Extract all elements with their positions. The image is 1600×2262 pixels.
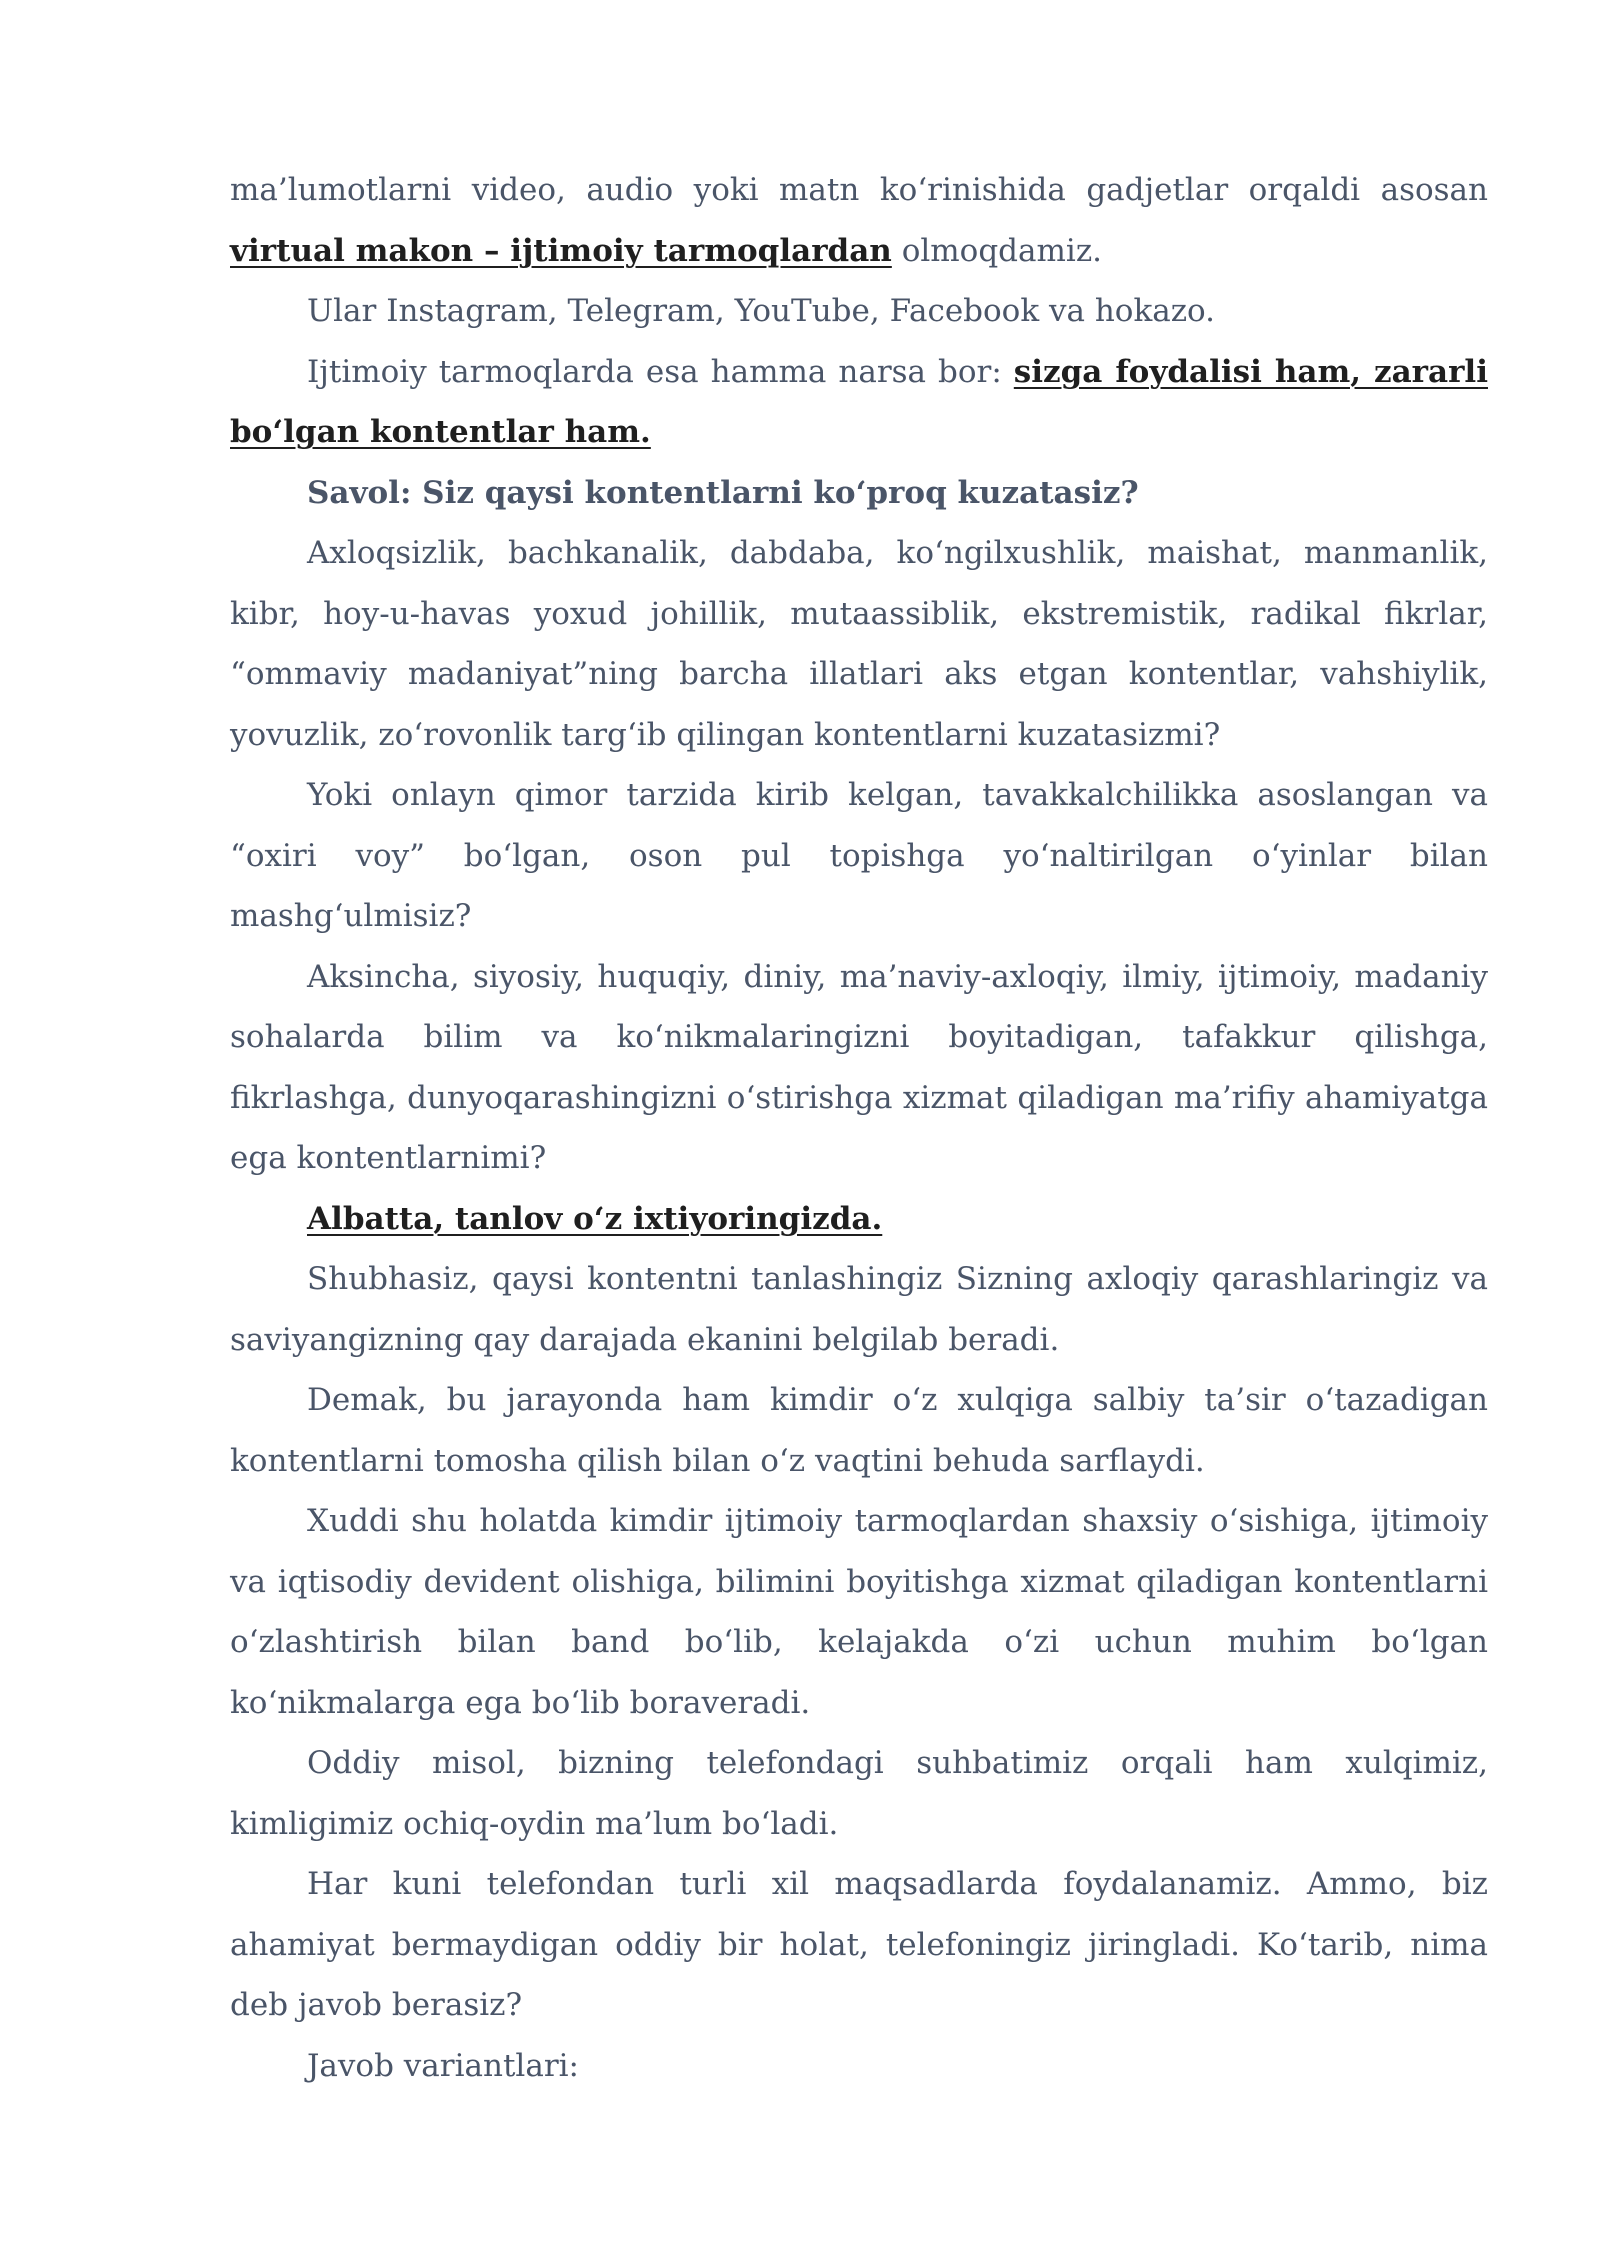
paragraph-content-types: [230, 342, 1488, 463]
paragraph-simple-example: Oddiy misol, bizning telefondagi suhbatimiz orqali ham xulqimiz, kimligimiz ochiq-oydin ma’lum bo‘ladi.: [230, 1745, 1488, 1842]
question-heading: Savol: Siz qaysi kontentlarni ko‘proq kuzatasiz?: [307, 474, 1139, 511]
paragraph-undoubtedly: Shubhasiz, qaysi kontentni tanlashingiz Sizning axloqiy qarashlaringiz va saviyangizning qay darajada ekanini belgilab beradi.: [230, 1261, 1488, 1358]
emphasis-virtual-space: virtual makon – ijtimoiy tarmoqlardan: [230, 232, 892, 269]
paragraph-intro-text-a: ma’lumotlarni video, audio yoki matn ko‘rinishida gadjetlar orqaldi asosan: [230, 172, 1488, 208]
paragraph-answer-options: Javob variantlari:: [307, 2047, 579, 2084]
emphasis-choice: Albatta, tanlov o‘z ixtiyoringizda.: [307, 1200, 883, 1237]
paragraph-so: Demak, bu jarayonda ham kimdir o‘z xulqiga salbiy ta’sir o‘tazadigan kontentlarni tomosha qilish bilan o‘z vaqtini behuda sarflaydi.: [230, 1382, 1488, 1479]
paragraph-choice: [230, 1189, 1488, 1250]
paragraph-similarly: Xuddi shu holatda kimdir ijtimoiy tarmoqlardan shaxsiy o‘sishiga, ijtimoiy va iqtisodiy devident olishiga, bilimini boyitishga xizmat qiladigan kontentlarni o‘zlashtirish bilan band bo‘lib, kelajakda o‘zi uchun muhim bo‘lgan ko‘nikmalarga ega bo‘lib boraveradi.: [230, 1503, 1488, 1721]
paragraph-intro-text-b: olmoqdamiz.: [891, 232, 1103, 269]
paragraph-gambling: Yoki onlayn qimor tarzida kirib kelgan, tavakkalchilikka asoslangan va “oxiri voy” bo‘lgan, oson pul topishga yo‘naltirilgan o‘yinlar bilan mashg‘ulmisiz?: [230, 777, 1488, 934]
paragraph-social-networks: Ular Instagram, Telegram, YouTube, Facebook va hokazo.: [307, 293, 1216, 329]
paragraph-phone-call: Har kuni telefondan turli xil maqsadlarda foydalanamiz. Ammo, biz ahamiyat bermaydigan oddiy bir holat, telefoningiz jiringladi. Ko‘tarib, nima deb javob berasiz?: [230, 1866, 1488, 2023]
paragraph-educational-content: Aksincha, siyosiy, huquqiy, diniy, ma’naviy-axloqiy, ilmiy, ijtimoiy, madaniy sohalarda bilim va ko‘nikmalaringizni boyitadigan, tafakkur qilishga, fikrlashga, dunyoqarashingizni o‘stirishga xizmat qiladigan ma’rifiy ahamiyatga ega kontentlarnimi?: [230, 958, 1488, 1176]
document-page: [230, 160, 1488, 2096]
paragraph-content-types-text: Ijtimoiy tarmoqlarda esa hamma narsa bor:: [307, 353, 1014, 390]
paragraph-intro: [230, 160, 1488, 281]
paragraph-negative-content: Axloqsizlik, bachkanalik, dabdaba, ko‘ngilxushlik, maishat, manmanlik, kibr, hoy-u-havas yoxud johillik, mutaassiblik, ekstremistik, radikal fikrlar, “ommaviy madaniyat”ning barcha illatlari aks etgan kontentlar, vahshiylik, yovuzlik, zo‘rovonlik targ‘ib qilingan kontentlarni kuzatasizmi?: [230, 535, 1488, 753]
emphasis-useful-harmful: sizga foydalisi ham, zararli bo‘lgan kontentlar ham.: [230, 353, 1488, 450]
